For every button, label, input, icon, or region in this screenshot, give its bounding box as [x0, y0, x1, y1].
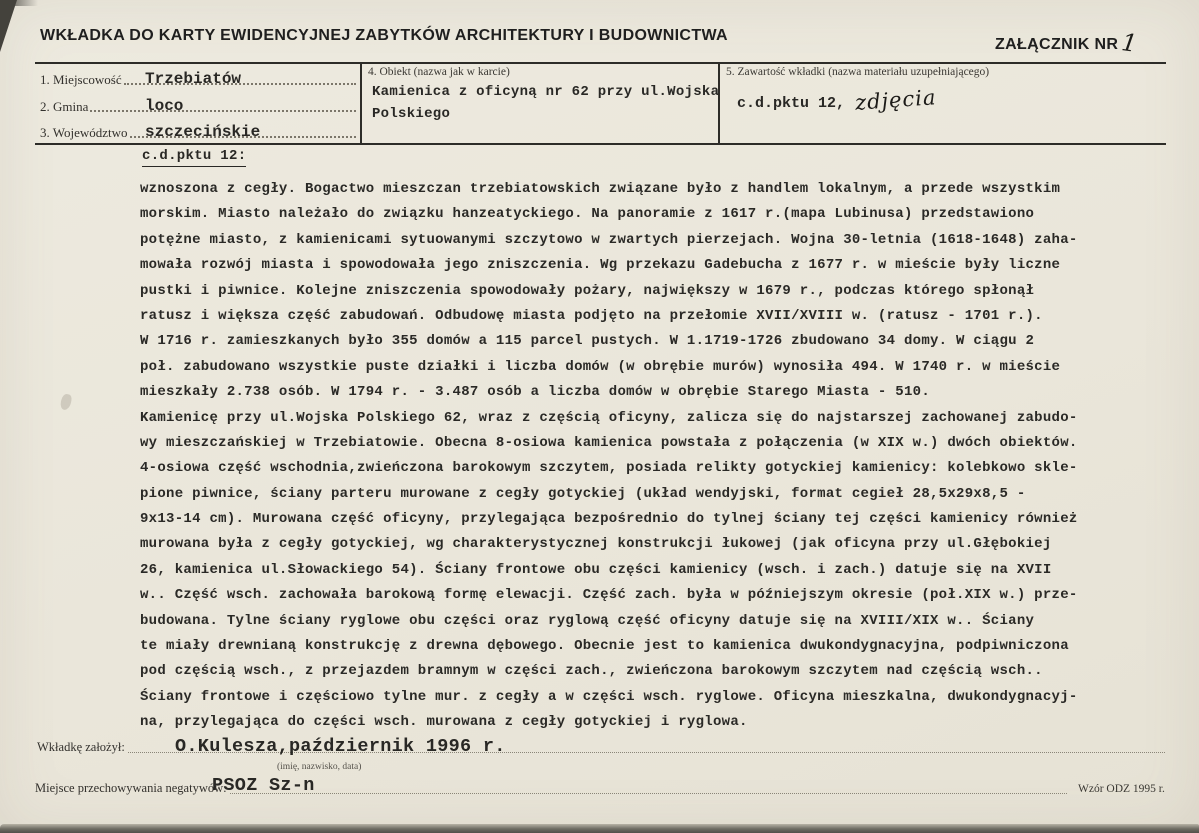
negatives-label: Miejsce przechowywania negatywów:	[35, 781, 227, 795]
body-line: murowana była z cegły gotyckiej, wg charakterystycznej konstrukcji łukowej (jak oficyna przy ul.Głębokiej	[140, 536, 1052, 553]
body-line: morskim. Miasto należało do związku hanzeatyckiego. Na panoramie z 1617 r.(mapa Lubinusa) przedstawiono	[140, 206, 1035, 223]
field-value-wojewodztwo: szczecińskie	[145, 123, 261, 141]
body-line: pustki i piwnice. Kolejne zniszczenia spowodowały pożary, największy w 1679 r., podczas którego spłonął	[140, 282, 1035, 299]
scan-corner-topleft-edge	[0, 0, 38, 6]
form-divider-right	[718, 62, 720, 145]
body-line: na, przylegająca do części wsch. murowana z cegły gotyckiej i ryglowa.	[140, 714, 748, 731]
body-line: budowana. Tylne ściany ryglowe obu części oraz ryglową część oficyny datuje się na XVIII/XIX w.. Ściany	[140, 612, 1035, 629]
attachment-number-handwritten: 1	[1120, 28, 1140, 58]
contents-handwritten: zdjęcia	[854, 85, 938, 115]
body-text	[140, 181, 1100, 740]
contents-box-label: 5. Zawartość wkładki (nazwa materiału uzupełniającego)	[726, 66, 990, 78]
body-line: mowała rozwój miasta i spowodowała jego zniszczenia. Wg przekazu Gadebucha z 1677 r. w mieście były liczne	[140, 257, 1061, 274]
field-value-gmina: loco	[145, 97, 184, 115]
body-line: wy mieszczańskiej w Trzebiatowie. Obecna 8-osiowa kamienica powstała z połączenia (w XIX w.) dwóch obiektów.	[140, 434, 1078, 451]
contents-typed: c.d.pktu 12,	[737, 95, 846, 112]
body-line: pod częścią wsch., z przejazdem bramnym w części zach., zwieńczona barokowym szczytem nad częścią wsch..	[140, 663, 1043, 680]
dotted-line	[230, 792, 1067, 794]
body-line: 9x13-14 cm). Murowana część oficyny, przylegająca bezpośrednio do tylnej ściany tej części kamienicy również	[140, 511, 1078, 528]
field-value-miejscowosc: Trzebiatów	[145, 70, 242, 88]
body-line: wznoszona z cegły. Bogactwo mieszczan trzebiatowskich związane było z handlem lokalnym, a przede wszystkim	[140, 181, 1061, 197]
field-label-gmina: 2. Gmina	[40, 99, 89, 114]
paper-smudge	[59, 393, 72, 411]
object-value-line2: Polskiego	[372, 106, 451, 122]
body-line: 4-osiowa część wschodnia,zwieńczona barokowym szczytem, posiada relikty gotyckiej kamienicy: kolebkowo skle-	[140, 460, 1078, 477]
contents-value	[737, 85, 938, 115]
body-line: poł. zabudowano wszystkie puste działki i liczba domów (w obrębie murów) wynosiła 494. W 1740 r. w mieście	[140, 358, 1061, 375]
object-value-line1: Kamienica z oficyną nr 62 przy ul.Wojska	[372, 84, 720, 100]
attachment-number-block	[995, 27, 1140, 58]
body-line: 26, kamienica ul.Słowackiego 54). Ściany frontowe obu części kamienicy (wsch. i zach.) datuje się na XVII	[140, 561, 1052, 578]
document-title: WKŁADKA DO KARTY EWIDENCYJNEJ ZABYTKÓW ARCHITEKTURY I BUDOWNICTWA	[40, 27, 728, 44]
dotted-line	[90, 109, 356, 112]
negatives-value: PSOZ Sz-n	[212, 775, 315, 796]
founder-label: Wkładkę założył:	[37, 740, 125, 754]
body-line: Kamienicę przy ul.Wojska Polskiego 62, wraz z częścią oficyny, zalicza się do najstarszej zachowanej zabudo-	[140, 409, 1078, 426]
founder-value: O.Kulesza,październik 1996 r.	[175, 736, 506, 757]
scan-edge-bottom	[0, 824, 1199, 833]
form-divider-left	[360, 62, 362, 145]
body-line: W 1716 r. zamieszkanych było 355 domów a 115 parcel pustych. W 1.1719-1726 zbudowano 34 domy. W ciągu 2	[140, 333, 1035, 350]
body-line: mieszkały 2.738 osób. W 1794 r. - 3.487 osób a liczba domów w obrębie Starego Miasta - 510.	[140, 384, 931, 401]
field-row-gmina	[40, 99, 356, 115]
body-line: w.. Część wsch. zachowała barokową formę elewacji. Część zach. była w późniejszym okresie (poł.XIX w.) prze-	[140, 587, 1078, 604]
body-line: potężne miasto, z kamienicami sytuowanymi szczytowo w zwartych pierzejach. Wojna 30-letnia (1618-1648) zaha-	[140, 231, 1078, 248]
body-line: ratusz i większa część zabudowań. Odbudowę miasta podjęto na przełomie XVII/XVIII w. (ratusz - 1701 r.).	[140, 307, 1043, 324]
scan-corner-topleft	[0, 0, 17, 52]
body-line: Ściany frontowe i częściowo tylne mur. z cegły a w części wsch. ryglowe. Oficyna mieszkalna, dwukondygnacyj-	[140, 688, 1078, 705]
body-heading: c.d.pktu 12:	[142, 148, 246, 167]
attachment-label: ZAŁĄCZNIK NR	[995, 36, 1119, 53]
form-border-top	[35, 62, 1166, 64]
form-border-bottom	[35, 143, 1166, 145]
negatives-row	[35, 781, 1067, 796]
object-box-label: 4. Obiekt (nazwa jak w karcie)	[368, 66, 510, 78]
form-code: Wzór ODZ 1995 r.	[1078, 783, 1165, 795]
body-line: pione piwnice, ściany parteru murowane z cegły gotyckiej (układ wendyjski, format cegieł 28,5x29x8,5 -	[140, 485, 1026, 502]
founder-hint: (imię, nazwisko, data)	[277, 762, 362, 772]
body-line: te miały drewnianą konstrukcję z drewna dębowego. Obecnie jest to kamienica dwukondygnacyjna, podpiwniczona	[140, 638, 1069, 655]
field-label-wojewodztwo: 3. Województwo	[40, 125, 128, 140]
field-label-miejscowosc: 1. Miejscowość	[40, 72, 122, 87]
